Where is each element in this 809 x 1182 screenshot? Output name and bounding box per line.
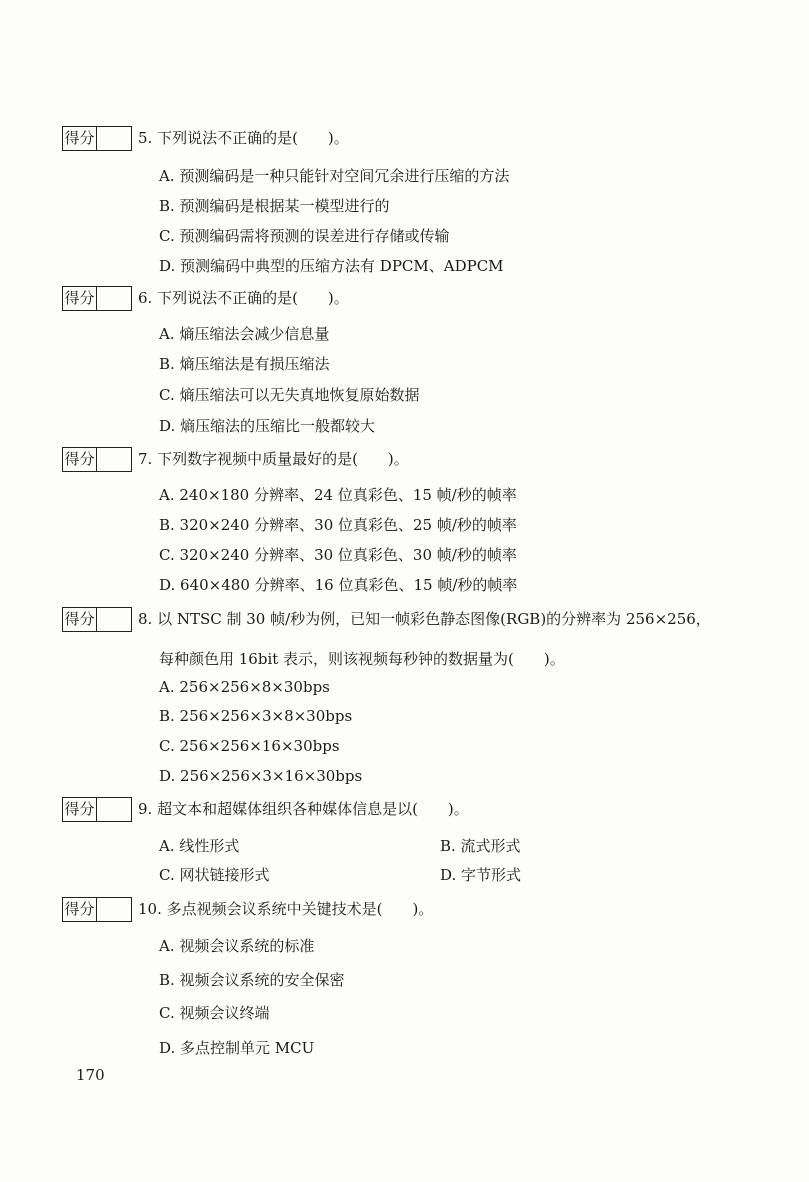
option-c: C. 视频会议终端: [159, 1004, 270, 1022]
score-blank: [97, 448, 131, 471]
option-b: B. 预测编码是根据某一模型进行的: [159, 197, 390, 215]
score-blank: [97, 127, 131, 150]
option-b: B. 熵压缩法是有损压缩法: [159, 355, 330, 373]
option-d: D. 熵压缩法的压缩比一般都较大: [159, 417, 376, 435]
option-d: D. 256×256×3×16×30bps: [159, 767, 363, 785]
question-stem: 9. 超文本和超媒体组织各种媒体信息是以( )。: [138, 800, 469, 818]
score-label: 得分: [63, 448, 97, 471]
score-box: [62, 897, 132, 922]
option-a: A. 预测编码是一种只能针对空间冗余进行压缩的方法: [159, 167, 510, 185]
option-d: D. 640×480 分辨率、16 位真彩色、15 帧/秒的帧率: [159, 576, 518, 594]
option-d: D. 预测编码中典型的压缩方法有 DPCM、ADPCM: [159, 257, 504, 275]
option-a: A. 256×256×8×30bps: [159, 678, 330, 696]
page-number: 170: [76, 1066, 105, 1084]
score-label: 得分: [63, 898, 97, 921]
score-label: 得分: [63, 287, 97, 310]
score-label: 得分: [63, 127, 97, 150]
option-b: B. 流式形式: [440, 837, 521, 855]
question-stem: 7. 下列数字视频中质量最好的是( )。: [138, 450, 409, 468]
option-b: B. 视频会议系统的安全保密: [159, 971, 345, 989]
option-c: C. 网状链接形式: [159, 866, 270, 884]
question-stem: 8. 以 NTSC 制 30 帧/秒为例，已知一帧彩色静态图像(RGB)的分辨率为 256×256，: [138, 610, 711, 628]
score-box: [62, 607, 132, 632]
score-box: [62, 286, 132, 311]
score-box: [62, 126, 132, 151]
question-stem: 5. 下列说法不正确的是( )。: [138, 129, 349, 147]
option-a: A. 视频会议系统的标准: [159, 937, 315, 955]
score-blank: [97, 608, 131, 631]
question-stem: 10. 多点视频会议系统中关键技术是( )。: [138, 900, 434, 918]
option-b: B. 256×256×3×8×30bps: [159, 707, 353, 725]
score-blank: [97, 287, 131, 310]
option-a: A. 线性形式: [159, 837, 240, 855]
option-a: A. 240×180 分辨率、24 位真彩色、15 帧/秒的帧率: [159, 486, 517, 504]
option-a: A. 熵压缩法会减少信息量: [159, 325, 330, 343]
score-label: 得分: [63, 798, 97, 821]
option-b: B. 320×240 分辨率、30 位真彩色、25 帧/秒的帧率: [159, 516, 517, 534]
score-box: [62, 797, 132, 822]
option-d: D. 多点控制单元 MCU: [159, 1039, 315, 1057]
score-label: 得分: [63, 608, 97, 631]
option-c: C. 320×240 分辨率、30 位真彩色、30 帧/秒的帧率: [159, 546, 517, 564]
score-blank: [97, 798, 131, 821]
option-c: C. 熵压缩法可以无失真地恢复原始数据: [159, 386, 420, 404]
question-stem: 6. 下列说法不正确的是( )。: [138, 289, 349, 307]
score-blank: [97, 898, 131, 921]
option-c: C. 256×256×16×30bps: [159, 737, 340, 755]
option-d: D. 字节形式: [440, 866, 522, 884]
option-c: C. 预测编码需将预测的误差进行存储或传输: [159, 227, 450, 245]
question-stem-continued: 每种颜色用 16bit 表示，则该视频每秒钟的数据量为( )。: [159, 650, 565, 668]
score-box: [62, 447, 132, 472]
